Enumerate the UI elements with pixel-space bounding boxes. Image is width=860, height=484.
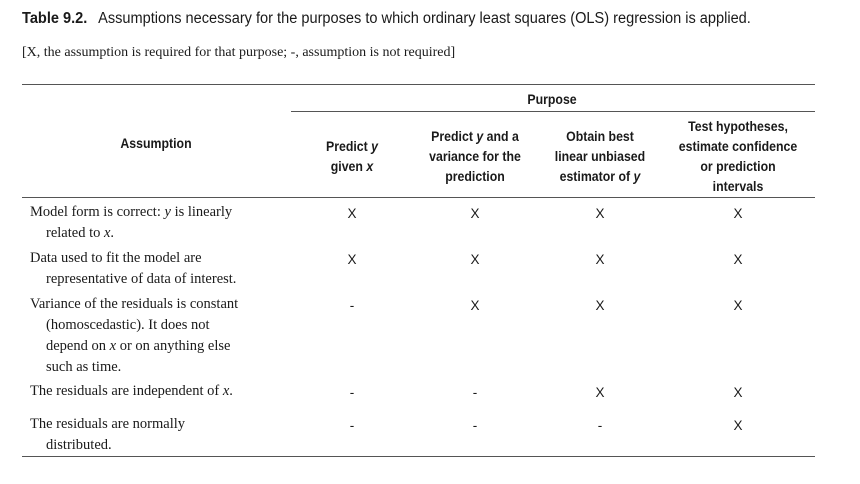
assumption-column-header: Assumption [120,135,192,151]
column-header-line: Predict y [325,138,379,154]
requirement-cell: X [733,252,743,267]
requirement-cell: X [470,252,480,267]
requirement-cell: - [597,418,603,433]
assumption-label-line: representative of data of interest. [46,271,237,287]
column-header-line: estimate confidence [678,138,798,154]
assumption-label-line: The residuals are independent of x. [30,383,233,399]
table-note: [X, the assumption is required for that purpose; -, assumption is not required] [22,45,456,60]
purpose-group-rule [291,111,815,112]
requirement-cell: - [349,385,355,400]
table-top-rule [22,84,815,85]
requirement-cell: X [595,252,605,267]
assumption-label-line: depend on x or on anything else [46,338,231,354]
purpose-column-header [326,136,378,176]
table-title [22,10,751,28]
purpose-group-header: Purpose [527,91,577,107]
assumption-label-line: such as time. [46,359,122,375]
requirement-cell: - [349,298,355,313]
column-header-line: variance for the [429,148,521,164]
table-bottom-rule [22,456,815,457]
requirement-cell: X [347,206,357,221]
requirement-cell: X [733,298,743,313]
column-header-line: Predict y and a [431,128,519,144]
assumption-label-line: Data used to fit the model are [30,250,202,266]
column-header-line: or prediction [700,158,776,174]
requirement-cell: X [595,206,605,221]
assumption-label-line: distributed. [46,437,112,453]
requirement-cell: X [733,418,743,433]
assumption-label-line: Model form is correct: y is linearly [30,204,233,220]
requirement-cell: X [470,298,480,313]
requirement-cell: X [347,252,357,267]
purpose-column-header [429,126,521,186]
column-header-line: prediction [445,168,505,184]
requirement-cell: X [595,298,605,313]
requirement-cell: - [349,418,355,433]
row-assumption-label [30,414,185,456]
assumption-label-line: Variance of the residuals is constant [30,296,239,312]
table-number: Table 9.2. [22,10,88,27]
row-assumption-label [30,248,236,290]
requirement-cell: - [472,418,478,433]
requirement-cell: X [595,385,605,400]
column-header-line: linear unbiased [554,148,646,164]
row-assumption-label [30,294,238,378]
column-header-line: Obtain best [566,128,634,144]
purpose-column-header [679,116,797,196]
column-header-line: intervals [712,178,764,194]
assumption-label-line: The residuals are normally [30,416,186,432]
assumption-label-line: related to x. [46,225,115,241]
requirement-cell: X [733,385,743,400]
requirement-cell: X [470,206,480,221]
column-header-line: Test hypotheses, [688,118,788,134]
row-assumption-label [30,381,233,402]
column-header-line: given x [330,158,374,174]
header-bottom-rule [22,197,815,198]
table-caption: Assumptions necessary for the purposes to which ordinary least squares (OLS) regression is applied. [98,10,751,27]
row-assumption-label [30,202,232,244]
purpose-column-header [555,126,645,186]
requirement-cell: - [472,385,478,400]
requirement-cell: X [733,206,743,221]
column-header-line: estimator of y [559,168,641,184]
assumption-label-line: (homoscedastic). It does not [46,317,210,333]
